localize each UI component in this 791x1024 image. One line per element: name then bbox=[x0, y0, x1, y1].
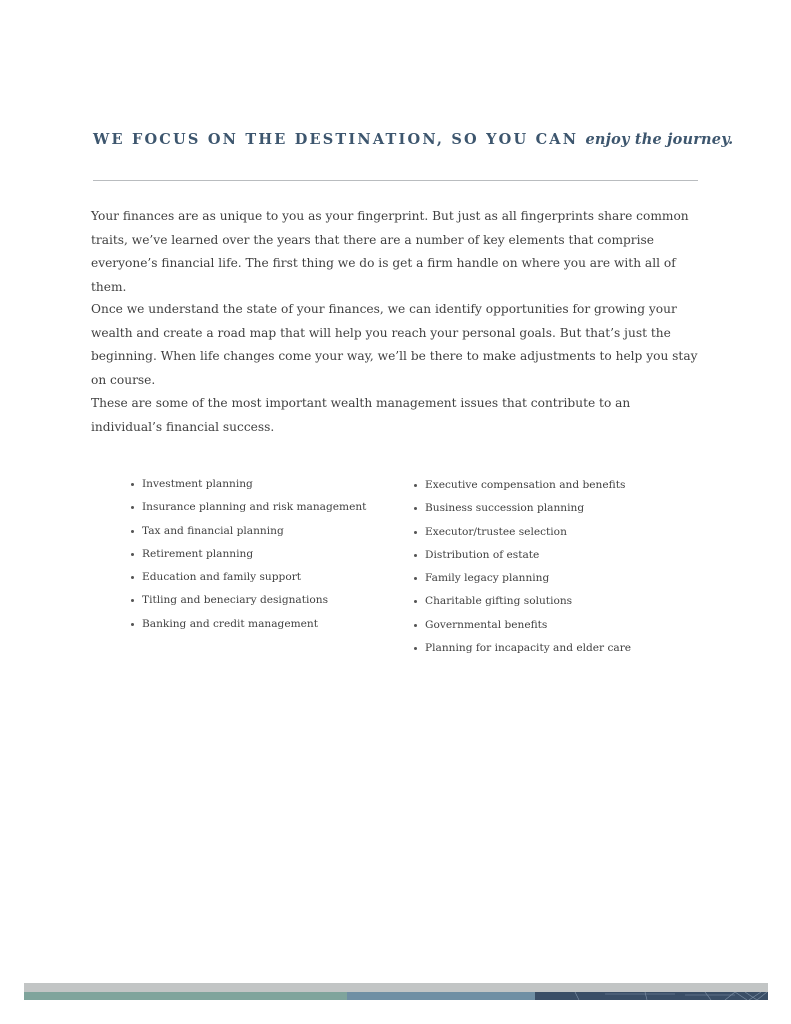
paragraph-intro: Your finances are as unique to you as your fingerprint. But just as all fingerprints share common traits, we’ve learned over the years that there are a number of key elements that comprise everyone’s financial life. The first thing we do is get a firm handle on where you are with all of them. bbox=[91, 209, 689, 294]
issues-list-left bbox=[131, 473, 391, 636]
list-item: Tax and financial planning bbox=[131, 520, 391, 543]
list-item: Insurance planning and risk management bbox=[131, 496, 391, 519]
issues-list-right bbox=[414, 474, 694, 660]
headline-caps: WE FOCUS ON THE DESTINATION, SO YOU CAN bbox=[93, 131, 579, 148]
headline-italic: enjoy the journey. bbox=[585, 131, 734, 148]
list-item: Governmental benefits bbox=[414, 614, 694, 637]
list-item: Retirement planning bbox=[131, 543, 391, 566]
list-item: Education and family support bbox=[131, 566, 391, 589]
page-headline bbox=[93, 131, 734, 148]
footer-band-gray-strip bbox=[24, 983, 768, 992]
list-item: Banking and credit management bbox=[131, 613, 391, 636]
list-item: Executive compensation and benefits bbox=[414, 474, 694, 497]
list-item: Charitable gifting solutions bbox=[414, 590, 694, 613]
paragraph-approach: Once we understand the state of your finances, we can identify opportunities for growing your wealth and create a road map that will help you reach your personal goals. But that’s just the beginning. When life changes come your way, we’ll be there to make adjustments to help you stay on course. bbox=[91, 302, 698, 387]
paragraph-issues-intro: These are some of the most important wealth management issues that contribute to an individual’s financial success. bbox=[91, 396, 631, 434]
list-item: Titling and beneciary designations bbox=[131, 589, 391, 612]
list-item: Executor/trustee selection bbox=[414, 521, 694, 544]
list-item: Distribution of estate bbox=[414, 544, 694, 567]
list-item: Planning for incapacity and elder care bbox=[414, 637, 694, 660]
footer-color-band bbox=[24, 983, 768, 1000]
list-item: Investment planning bbox=[131, 473, 391, 496]
footer-band-blue-segment bbox=[347, 992, 535, 1000]
divider-rule bbox=[93, 180, 698, 181]
list-item: Family legacy planning bbox=[414, 567, 694, 590]
footer-band-teal-segment bbox=[24, 992, 347, 1000]
list-item: Business succession planning bbox=[414, 497, 694, 520]
footer-line-pattern-icon bbox=[535, 992, 768, 1000]
